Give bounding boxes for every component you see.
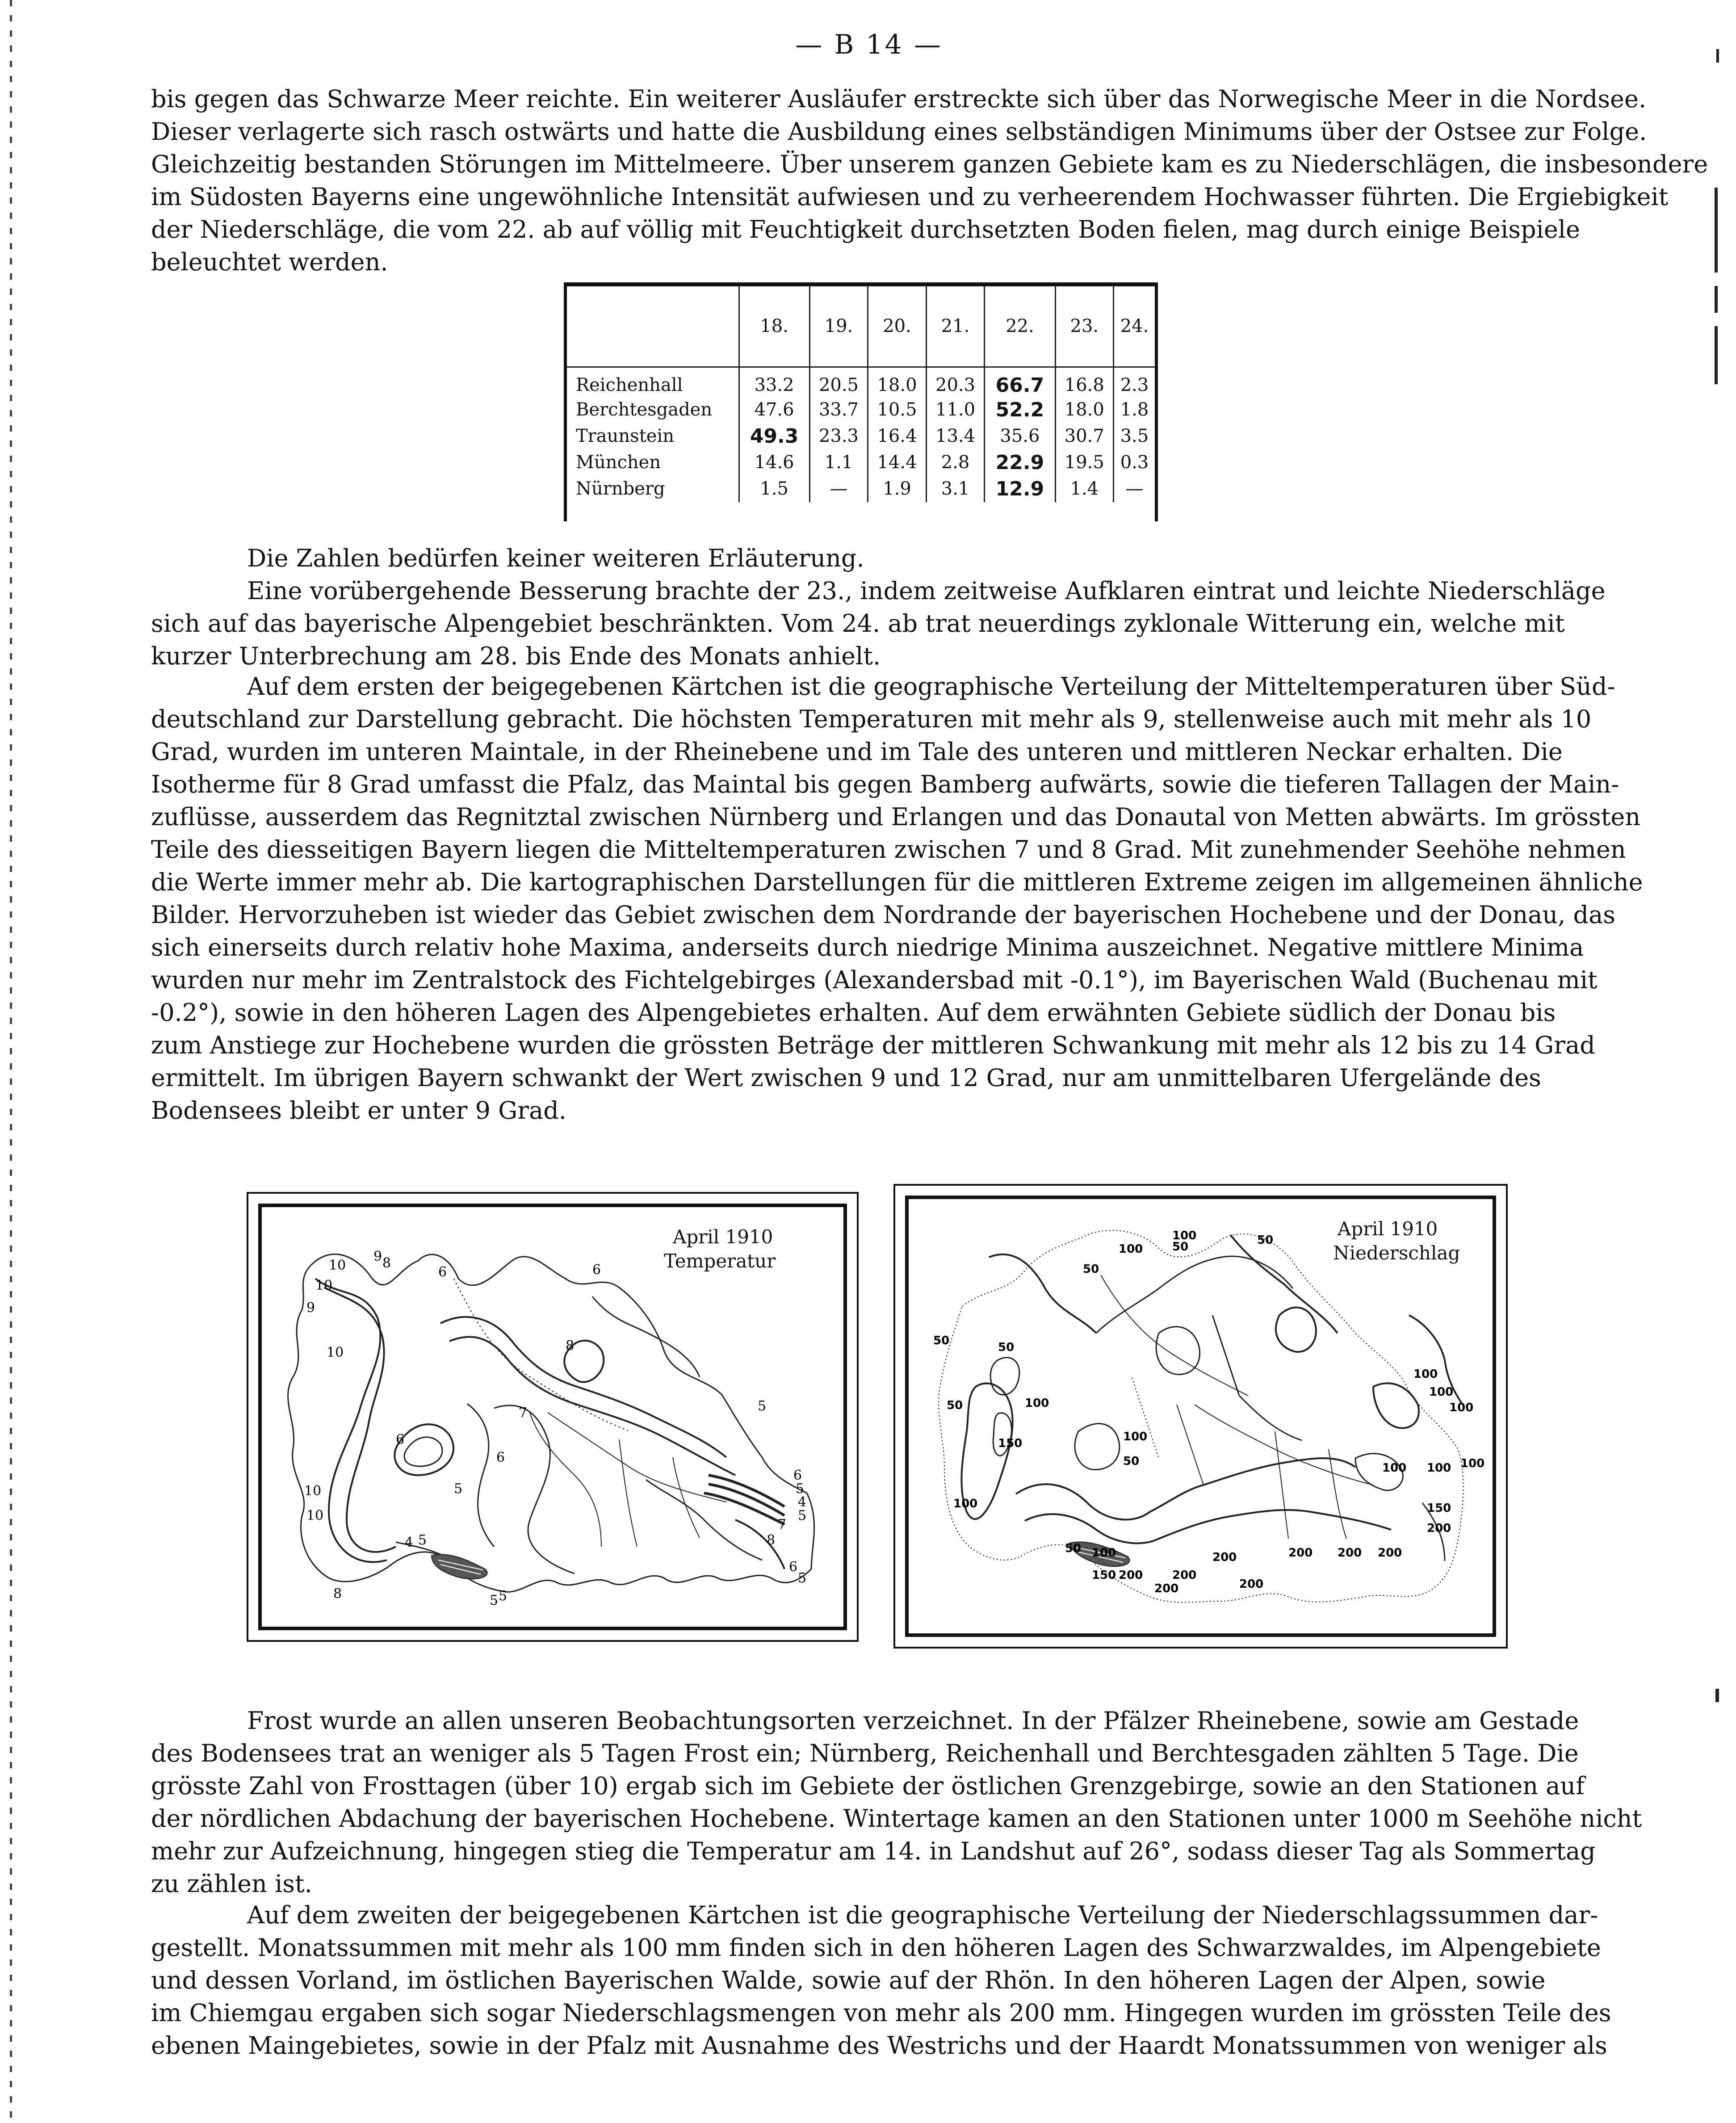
table-cell: 18.0 <box>868 367 927 397</box>
text-line: ebenen Maingebietes, sowie in der Pfalz mit Ausnahme des Westrichs und der Haardt Monatssummen von weniger als <box>151 2031 1607 2060</box>
page-number: — B 14 — <box>795 29 943 60</box>
isotherm-label: 8 <box>566 1338 574 1354</box>
isohyet-label: 100 <box>1427 1461 1451 1475</box>
text-line: Isotherme für 8 Grad umfasst die Pfalz, das Maintal bis gegen Bamberg aufwärts, sowie die tieferen Tallagen der Main- <box>151 770 1619 798</box>
table-cell-max: 22.9 <box>985 449 1055 476</box>
isohyet-label: 100 <box>1092 1546 1116 1560</box>
temperature-map-title <box>664 1225 776 1273</box>
text-line: Grad, wurden im unteren Maintale, in der Rheinebene und im Tale des unteren und mittleren Neckar erhalten. Die <box>151 738 1563 766</box>
map-title-date: April 1910 <box>1338 1218 1438 1240</box>
text-line: Gleichzeitig bestanden Störungen im Mittelmeere. Über unserem ganzen Gebiete kam es zu Niederschlägen, die insbesondere <box>151 150 1708 178</box>
table-header-day: 22. <box>985 286 1055 367</box>
table-header-station <box>567 286 739 367</box>
isotherm-label: 10 <box>329 1258 346 1273</box>
isotherm-label: 6 <box>592 1262 601 1278</box>
isohyet-label: 50 <box>933 1334 950 1347</box>
table-row <box>567 476 1155 502</box>
text-line: bis gegen das Schwarze Meer reichte. Ein weiterer Ausläufer erstreckte sich über das Norwegische Meer in die Nordsee. <box>151 85 1647 113</box>
text-line: zuflüsse, ausserdem das Regnitztal zwischen Nürnberg und Erlangen und das Donautal von Metten abwärts. Im grössten <box>151 803 1641 831</box>
isohyet-label: 100 <box>1413 1368 1438 1381</box>
isotherm-label: 9 <box>306 1300 315 1316</box>
table-cell-max: 49.3 <box>739 423 809 449</box>
isotherm-label: 5 <box>796 1481 805 1497</box>
isotherm-label: 6 <box>793 1468 802 1483</box>
isohyet-label: 50 <box>1257 1234 1274 1247</box>
temperature-map <box>247 1192 859 1642</box>
table-row <box>567 423 1155 449</box>
text-line: beleuchtet werden. <box>151 248 388 276</box>
scan-mark-right <box>1715 286 1718 313</box>
isohyet-label: 200 <box>1212 1551 1237 1564</box>
text-line: Auf dem zweiten der beigegebenen Kärtchen ist die geographische Verteilung der Niederschlagssummen dar- <box>247 1901 1598 1929</box>
table-cell: 0.3 <box>1114 449 1155 476</box>
isotherm-label: 4 <box>798 1494 807 1510</box>
isotherm-label: 6 <box>496 1450 505 1465</box>
table-cell: 19.5 <box>1055 449 1114 476</box>
map-title-date: April 1910 <box>673 1226 773 1248</box>
station-name: Traunstein <box>576 426 674 446</box>
text-line: die Werte immer mehr ab. Die kartographischen Darstellungen für die mittleren Extreme zeigen im allgemeinen ähnliche <box>151 868 1643 896</box>
isohyet-label: 50 <box>1083 1263 1099 1276</box>
isotherm-label: 5 <box>490 1593 499 1608</box>
scan-edge-left <box>10 0 12 2123</box>
text-line: der Niederschläge, die vom 22. ab auf völlig mit Feuchtigkeit durchsetzten Boden fielen, mag durch einige Beispiele <box>151 215 1580 243</box>
isohyet-label: 50 <box>998 1341 1015 1354</box>
text-line: wurden nur mehr im Zentralstock des Fichtelgebirges (Alexandersbad mit -0.1°), im Bayerischen Wald (Buchenau mit <box>151 966 1598 994</box>
isotherm-label: 10 <box>315 1278 333 1293</box>
text-line: gestellt. Monatssummen mit mehr als 100 mm finden sich in den höheren Lagen des Schwarzwaldes, im Alpengebiete <box>151 1934 1601 1962</box>
text-line: grösste Zahl von Frosttagen (über 10) ergab sich im Gebiete der östlichen Grenzgebirge, sowie an den Stationen auf <box>151 1772 1585 1800</box>
isohyet-label: 150 <box>1427 1502 1451 1515</box>
isotherm-label: 8 <box>333 1586 342 1602</box>
table-cell: — <box>1114 476 1155 502</box>
text-line: im Südosten Bayerns eine ungewöhnliche Intensität aufwiesen und zu verheerendem Hochwasser führten. Die Ergiebigkeit <box>151 183 1669 211</box>
paragraph-frost <box>151 1704 1642 1900</box>
precipitation-table <box>564 282 1158 521</box>
table-cell: 20.3 <box>926 367 985 397</box>
precipitation-map-border <box>905 1196 1496 1637</box>
temperature-map-border <box>258 1204 847 1630</box>
table-cell: 14.4 <box>868 449 927 476</box>
text-line: Bodensees bleibt er unter 9 Grad. <box>151 1096 567 1124</box>
isotherm-label: 7 <box>778 1517 787 1532</box>
table-cell: 3.1 <box>926 476 985 502</box>
map-title-subject: Temperatur <box>664 1250 776 1272</box>
isotherm-label: 7 <box>519 1405 528 1421</box>
isohyet-label: 100 <box>1025 1397 1049 1410</box>
isohyet-label: 100 <box>1123 1430 1148 1443</box>
isotherm-label: 8 <box>767 1532 776 1548</box>
table-row <box>567 367 1155 397</box>
text-line: Eine vorübergehende Besserung brachte der 23., indem zeitweise Aufklaren eintrat und leichte Niederschläge <box>247 577 1606 605</box>
text-line: im Chiemgau ergaben sich sogar Niederschlagsmengen von mehr als 200 mm. Hingegen wurden im grössten Teile des <box>151 1999 1611 2027</box>
station-name: Reichenhall <box>576 375 683 395</box>
precipitation-map <box>893 1184 1508 1649</box>
isohyet-label: 200 <box>1338 1546 1362 1560</box>
text-line: ermittelt. Im übrigen Bayern schwankt der Wert zwischen 9 und 12 Grad, nur am unmittelbaren Ufergelände des <box>151 1064 1541 1092</box>
text-line: Dieser verlagerte sich rasch ostwärts und hatte die Ausbildung eines selbständigen Minimums über der Ostsee zur Folge. <box>151 117 1647 146</box>
table-cell-max: 52.2 <box>985 397 1055 423</box>
text-line: Auf dem ersten der beigegebenen Kärtchen ist die geographische Verteilung der Mitteltemperaturen über Süd- <box>247 672 1615 701</box>
table-cell: 10.5 <box>868 397 927 423</box>
isohyet-label: 100 <box>1172 1229 1197 1242</box>
isotherm-label: 8 <box>382 1255 391 1271</box>
text-line: der nördlichen Abdachung der bayerischen Hochebene. Wintertage kamen an den Stationen unter 1000 m Seehöhe nicht <box>151 1804 1642 1833</box>
table-header-day: 20. <box>868 286 927 367</box>
isohyet-label: 200 <box>1119 1569 1143 1582</box>
isohyet-label: 50 <box>1172 1240 1189 1254</box>
table-cell: 13.4 <box>926 423 985 449</box>
table-cell: 16.4 <box>868 423 927 449</box>
table-cell: 18.0 <box>1055 397 1114 423</box>
table-cell: 33.2 <box>739 367 809 397</box>
table-cell-max: 12.9 <box>985 476 1055 502</box>
table-header-row <box>567 286 1155 367</box>
isohyet-label: 150 <box>1092 1569 1116 1582</box>
table-cell: 2.8 <box>926 449 985 476</box>
isohyet-label: 100 <box>1382 1461 1407 1475</box>
table-header-day: 18. <box>739 286 809 367</box>
isohyet-label: 100 <box>1449 1401 1474 1414</box>
text-line: deutschland zur Darstellung gebracht. Die höchsten Temperaturen mit mehr als 9, stellenweise auch mit mehr als 10 <box>151 705 1592 733</box>
isotherm-label: 6 <box>438 1264 447 1280</box>
isohyet-label: 200 <box>1172 1569 1197 1582</box>
text-line: des Bodensees trat an weniger als 5 Tagen Frost ein; Nürnberg, Reichenhall und Berchtesgaden zählten 5 Tage. Die <box>151 1739 1579 1767</box>
table-cell: — <box>809 476 868 502</box>
table-row <box>567 449 1155 476</box>
isotherm-label: 5 <box>798 1570 807 1586</box>
isotherm-label: 5 <box>454 1481 463 1497</box>
table-header-day: 21. <box>926 286 985 367</box>
isohyet-label: 200 <box>1239 1578 1264 1591</box>
text-line: sich einerseits durch relativ hohe Maxima, anderseits durch niedrige Minima auszeichnet. Negative mittlere Minima <box>151 933 1584 961</box>
paragraph-precipitation <box>151 1899 1611 2062</box>
station-name: Berchtesgaden <box>576 399 713 420</box>
isohyet-label: 150 <box>998 1437 1023 1450</box>
scan-mark-right <box>1715 326 1718 384</box>
table-cell: 2.3 <box>1114 367 1155 397</box>
isotherm-label: 5 <box>418 1532 427 1548</box>
text-line: kurzer Unterbrechung am 28. bis Ende des Monats anhielt. <box>151 642 881 670</box>
isohyet-label: 100 <box>1429 1385 1454 1399</box>
table-cell: 1.9 <box>868 476 927 502</box>
isotherm-label: 10 <box>327 1345 344 1360</box>
text-line: Die Zahlen bedürfen keiner weiteren Erläuterung. <box>247 544 864 572</box>
text-line: Teile des diesseitigen Bayern liegen die Mitteltemperaturen zwischen 7 und 8 Grad. Mit zunehmender Seehöhe nehmen <box>151 835 1626 864</box>
text-line: mehr zur Aufzeichnung, hingegen stieg die Temperatur am 14. in Landshut auf 26°, sodass dieser Tag als Sommertag <box>151 1837 1596 1865</box>
paragraph-temperature <box>151 670 1643 1127</box>
isohyet-label: 50 <box>1065 1542 1082 1555</box>
text-line: und dessen Vorland, im östlichen Bayerischen Walde, sowie auf der Rhön. In den höheren Lagen der Alpen, sowie <box>151 1966 1546 1994</box>
isotherm-label: 5 <box>499 1588 507 1604</box>
map-title-subject: Niederschlag <box>1333 1242 1460 1264</box>
table-cell: 33.7 <box>809 397 868 423</box>
isohyet-label: 50 <box>1123 1455 1140 1468</box>
paragraph-remarks <box>151 542 1606 672</box>
isohyet-label: 200 <box>1154 1582 1179 1595</box>
table-cell: 1.4 <box>1055 476 1114 502</box>
isohyet-label: 50 <box>947 1399 963 1412</box>
table-cell: 16.8 <box>1055 367 1114 397</box>
table-cell: 14.6 <box>739 449 809 476</box>
scan-mark-right <box>1715 1689 1719 1702</box>
table-cell-max: 66.7 <box>985 367 1055 397</box>
table-cell: 3.5 <box>1114 423 1155 449</box>
table-cell: 1.5 <box>739 476 809 502</box>
scan-mark-right <box>1716 49 1719 63</box>
isotherm-label: 5 <box>758 1398 767 1414</box>
isohyet-label: 100 <box>1119 1242 1143 1256</box>
isohyet-label: 200 <box>1378 1546 1402 1560</box>
isotherm-label: 6 <box>396 1432 405 1448</box>
isotherm-label: 4 <box>405 1535 414 1550</box>
table-header-day: 24. <box>1114 286 1155 367</box>
text-line: zu zählen ist. <box>151 1870 312 1898</box>
table-cell: 1.8 <box>1114 397 1155 423</box>
scan-mark-right <box>1715 188 1718 273</box>
paragraph-intro <box>151 83 1708 278</box>
text-line: Bilder. Hervorzuheben ist wieder das Gebiet zwischen dem Nordrande der bayerischen Hochebene und der Donau, das <box>151 901 1615 929</box>
station-name: Nürnberg <box>576 478 665 499</box>
isotherm-label: 10 <box>304 1483 322 1499</box>
table-row <box>567 397 1155 423</box>
station-name: München <box>576 452 661 473</box>
isohyet-label: 100 <box>1460 1457 1485 1470</box>
isotherm-label: 9 <box>373 1249 382 1264</box>
table-cell: 30.7 <box>1055 423 1114 449</box>
isohyet-label: 200 <box>1288 1546 1313 1560</box>
text-line: Frost wurde an allen unseren Beobachtungsorten verzeichnet. In der Pfälzer Rheinebene, sowie am Gestade <box>247 1707 1579 1735</box>
text-line: zum Anstiege zur Hochebene wurden die grössten Beträge der mittleren Schwankung mit mehr als 12 bis zu 14 Grad <box>151 1031 1595 1059</box>
table-header-day: 23. <box>1055 286 1114 367</box>
table-cell: 11.0 <box>926 397 985 423</box>
text-line: sich auf das bayerische Alpengebiet beschränkten. Vom 24. ab trat neuerdings zyklonale Witterung ein, welche mit <box>151 609 1565 638</box>
isotherm-label: 5 <box>798 1508 807 1523</box>
isotherm-label: 6 <box>789 1559 798 1575</box>
isohyet-label: 200 <box>1427 1522 1451 1535</box>
precipitation-map-title <box>1333 1217 1460 1265</box>
isotherm-label: 10 <box>306 1508 324 1523</box>
table-cell: 20.5 <box>809 367 868 397</box>
table-cell: 1.1 <box>809 449 868 476</box>
precipitation-table-grid <box>567 286 1155 502</box>
isohyet-label: 100 <box>953 1497 978 1510</box>
table-cell: 23.3 <box>809 423 868 449</box>
table-header-day: 19. <box>809 286 868 367</box>
table-cell: 47.6 <box>739 397 809 423</box>
table-cell: 35.6 <box>985 423 1055 449</box>
text-line: -0.2°), sowie in den höheren Lagen des Alpengebietes erhalten. Auf dem erwähnten Gebiete südlich der Donau bis <box>151 999 1556 1027</box>
